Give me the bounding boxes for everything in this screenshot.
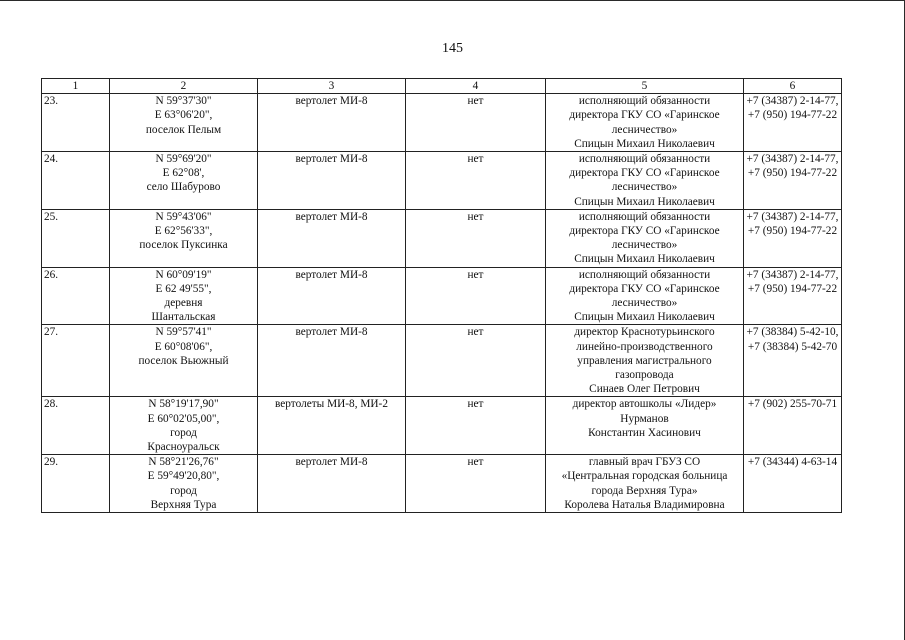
table-row xyxy=(42,152,842,210)
contact-line: директора ГКУ СО «Гаринское xyxy=(569,167,720,180)
table-row xyxy=(42,325,842,397)
location-line: E 62°56'33", xyxy=(154,225,213,238)
location-line: поселок Пелым xyxy=(145,123,222,136)
contact-line: директора ГКУ СО «Гаринское xyxy=(569,225,720,238)
location-line: E 63°06'20", xyxy=(154,109,213,122)
location-line: N 58°19'17,90" xyxy=(148,398,219,411)
contact-line: Королева Наталья Владимировна xyxy=(564,498,725,511)
phone-cell xyxy=(744,94,842,152)
phone-line: +7 (34387) 2-14-77, xyxy=(746,153,839,166)
location-line: E 62 49'55", xyxy=(155,282,212,295)
row-number-cell: 24. xyxy=(42,152,110,210)
column-header: 4 xyxy=(406,79,546,94)
contact-line: директора ГКУ СО «Гаринское xyxy=(569,282,720,295)
row-number-cell: 25. xyxy=(42,209,110,267)
contact-line: главный врач ГБУЗ СО xyxy=(588,456,701,469)
location-line: N 59°57'41" xyxy=(155,326,212,339)
contact-line: Спицын Михаил Николаевич xyxy=(574,137,715,150)
table-header-row xyxy=(42,79,842,94)
phone-cell xyxy=(744,267,842,325)
phone-line: +7 (34387) 2-14-77, xyxy=(746,95,839,108)
contact-line: лесничество» xyxy=(611,123,678,136)
phone-line: +7 (38384) 5-42-10, xyxy=(746,326,839,339)
table-row xyxy=(42,209,842,267)
aircraft-cell: вертолет МИ-8 xyxy=(258,94,406,152)
phone-line: +7 (34387) 2-14-77, xyxy=(746,210,839,223)
location-line: город xyxy=(170,484,197,497)
page-number: 145 xyxy=(442,41,463,56)
contact-line: управления магистрального xyxy=(577,354,712,367)
contact-cell xyxy=(546,152,744,210)
phone-line: +7 (902) 255-70-71 xyxy=(747,398,838,411)
row-number-cell: 26. xyxy=(42,267,110,325)
contact-cell xyxy=(546,397,744,455)
landing-sites-table xyxy=(41,78,842,513)
location-cell xyxy=(110,325,258,397)
table-row xyxy=(42,94,842,152)
phone-cell xyxy=(744,152,842,210)
table-row xyxy=(42,397,842,455)
aircraft-cell: вертолет МИ-8 xyxy=(258,455,406,513)
phone-line: +7 (950) 194-77-22 xyxy=(747,109,838,122)
contact-cell xyxy=(546,209,744,267)
contact-line: газопровода xyxy=(615,369,674,382)
availability-cell: нет xyxy=(406,455,546,513)
column-header: 2 xyxy=(110,79,258,94)
location-line: поселок Пуксинка xyxy=(139,239,228,252)
table-body xyxy=(42,94,842,513)
column-header: 1 xyxy=(42,79,110,94)
contact-line: Нурманов xyxy=(620,412,669,425)
contact-line: Спицын Михаил Николаевич xyxy=(574,311,715,324)
phone-line: +7 (950) 194-77-22 xyxy=(747,282,838,295)
contact-line: линейно-производственного xyxy=(576,340,713,353)
aircraft-cell: вертолет МИ-8 xyxy=(258,209,406,267)
contact-line: лесничество» xyxy=(611,239,678,252)
contact-cell xyxy=(546,267,744,325)
location-cell xyxy=(110,267,258,325)
location-line: Шантальская xyxy=(151,311,216,324)
location-line: E 60°02'05,00", xyxy=(147,412,220,425)
contact-line: города Верхняя Тура» xyxy=(591,484,698,497)
contact-line: Константин Хасинович xyxy=(588,426,701,439)
phone-line: +7 (34344) 4-63-14 xyxy=(747,456,838,469)
contact-line: «Центральная городская больница xyxy=(561,470,728,483)
phone-line: +7 (950) 194-77-22 xyxy=(747,167,838,180)
phone-line: +7 (34387) 2-14-77, xyxy=(746,268,839,281)
location-line: N 60°09'19" xyxy=(155,268,212,281)
row-number-cell: 23. xyxy=(42,94,110,152)
availability-cell: нет xyxy=(406,397,546,455)
location-line: село Шабурово xyxy=(146,181,221,194)
row-number-cell: 27. xyxy=(42,325,110,397)
contact-cell xyxy=(546,455,744,513)
phone-line: +7 (950) 194-77-22 xyxy=(747,225,838,238)
phone-cell xyxy=(744,209,842,267)
phone-cell xyxy=(744,397,842,455)
row-number-cell: 29. xyxy=(42,455,110,513)
availability-cell: нет xyxy=(406,267,546,325)
location-cell xyxy=(110,209,258,267)
availability-cell: нет xyxy=(406,152,546,210)
contact-line: исполняющий обязанности xyxy=(578,153,711,166)
location-line: N 58°21'26,76" xyxy=(148,456,219,469)
contact-line: Спицын Михаил Николаевич xyxy=(574,195,715,208)
phone-cell xyxy=(744,455,842,513)
aircraft-cell: вертолет МИ-8 xyxy=(258,267,406,325)
row-number-cell: 28. xyxy=(42,397,110,455)
location-line: E 62°08', xyxy=(162,167,205,180)
contact-line: директор автошколы «Лидер» xyxy=(572,398,717,411)
contact-line: Синаев Олег Петрович xyxy=(589,383,700,396)
table-row xyxy=(42,455,842,513)
contact-line: исполняющий обязанности xyxy=(578,210,711,223)
location-line: E 59°49'20,80", xyxy=(147,470,220,483)
availability-cell: нет xyxy=(406,325,546,397)
availability-cell: нет xyxy=(406,94,546,152)
location-cell xyxy=(110,152,258,210)
column-header: 6 xyxy=(744,79,842,94)
phone-cell xyxy=(744,325,842,397)
contact-line: Спицын Михаил Николаевич xyxy=(574,253,715,266)
contact-line: лесничество» xyxy=(611,181,678,194)
location-line: N 59°43'06" xyxy=(155,210,212,223)
aircraft-cell: вертолет МИ-8 xyxy=(258,152,406,210)
aircraft-cell: вертолет МИ-8 xyxy=(258,325,406,397)
location-cell xyxy=(110,94,258,152)
location-line: N 59°69'20" xyxy=(155,153,212,166)
location-cell xyxy=(110,455,258,513)
contact-line: директор Краснотурьинского xyxy=(574,326,715,339)
column-header: 3 xyxy=(258,79,406,94)
location-line: поселок Вьюжный xyxy=(138,354,229,367)
phone-line: +7 (38384) 5-42-70 xyxy=(747,340,838,353)
availability-cell: нет xyxy=(406,209,546,267)
location-line: город xyxy=(170,426,197,439)
location-line: Красноуральск xyxy=(147,441,220,454)
table-row xyxy=(42,267,842,325)
location-line: N 59°37'30" xyxy=(155,95,212,108)
column-header: 5 xyxy=(546,79,744,94)
location-line: Верхняя Тура xyxy=(150,498,217,511)
contact-line: директора ГКУ СО «Гаринское xyxy=(569,109,720,122)
location-cell xyxy=(110,397,258,455)
contact-line: исполняющий обязанности xyxy=(578,95,711,108)
location-line: деревня xyxy=(164,297,203,310)
contact-cell xyxy=(546,325,744,397)
contact-cell xyxy=(546,94,744,152)
contact-line: исполняющий обязанности xyxy=(578,268,711,281)
aircraft-cell: вертолеты МИ-8, МИ-2 xyxy=(258,397,406,455)
location-line: E 60°08'06", xyxy=(154,340,213,353)
contact-line: лесничество» xyxy=(611,297,678,310)
